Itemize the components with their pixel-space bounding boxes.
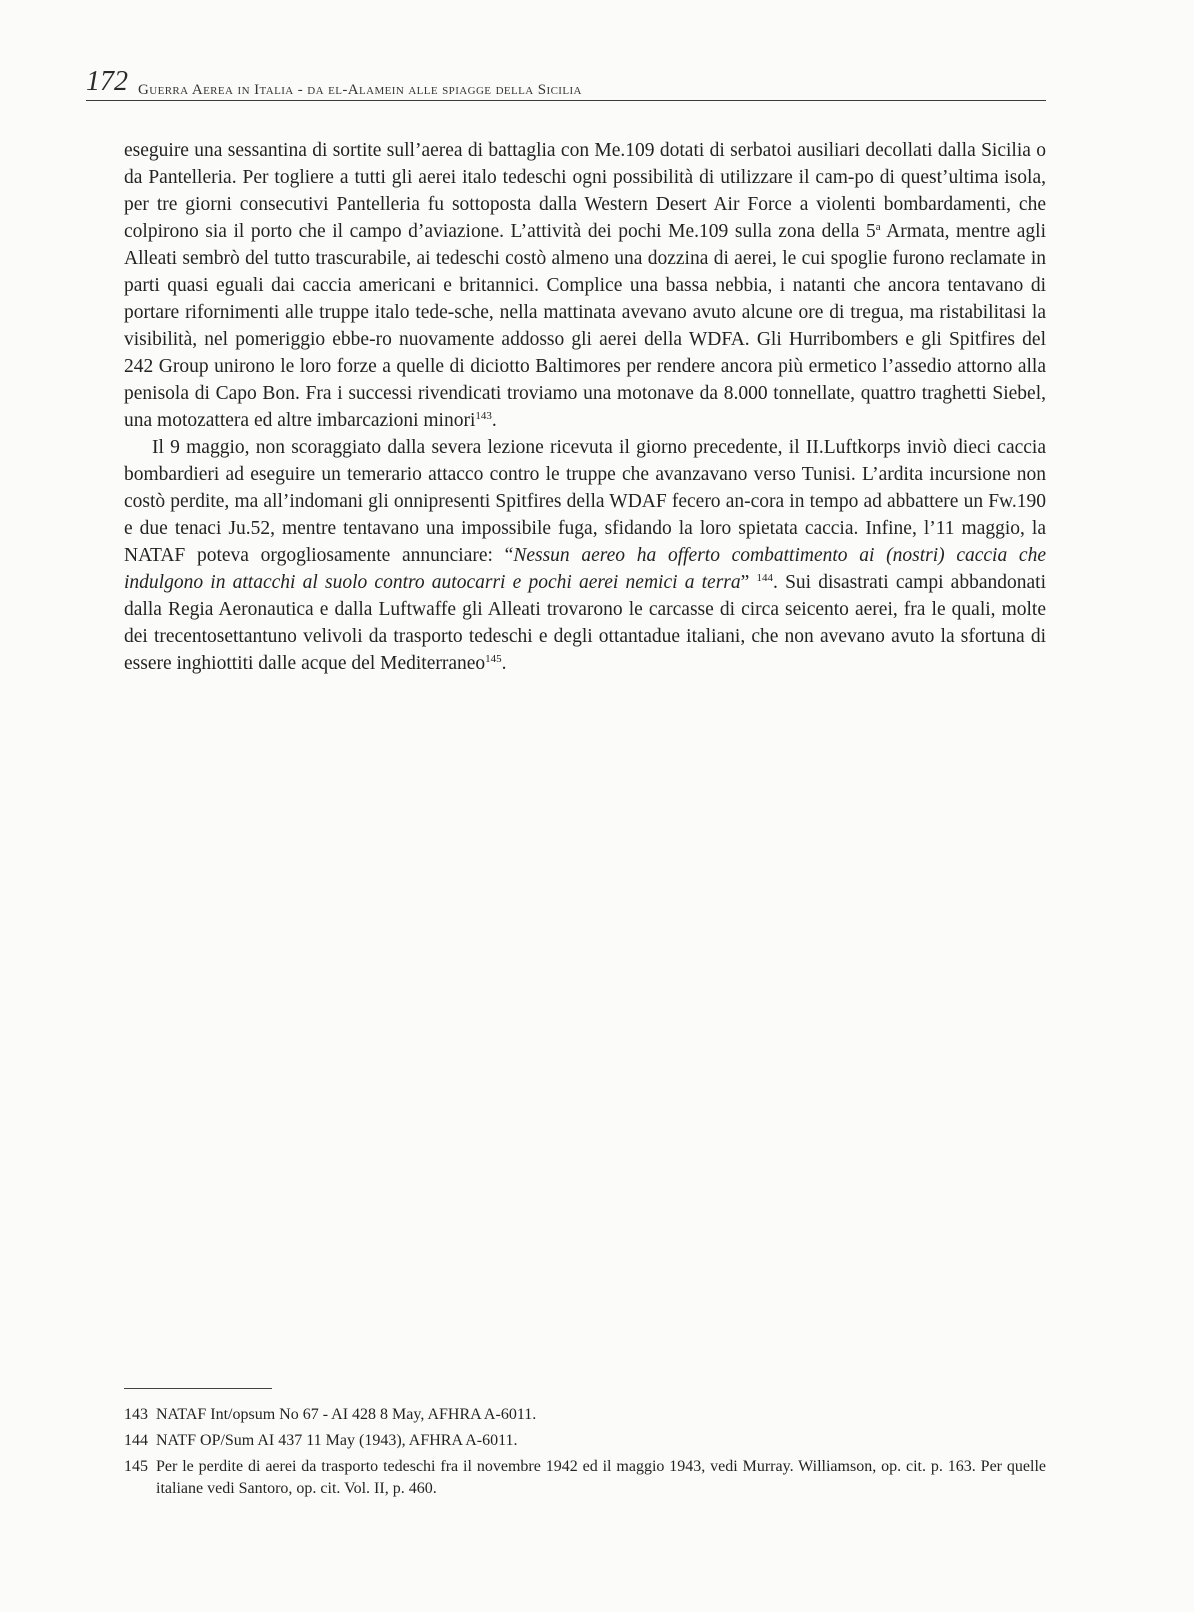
footnote-ref-144[interactable]: 144 [756, 572, 773, 584]
footnote-143 [124, 1404, 1046, 1426]
footnote-number: 143 [124, 1406, 148, 1423]
paragraph-1-text-c: . [491, 410, 497, 431]
quotation-italic: Nessun aereo ha offerto combattimento ai (nostri) caccia che indulgono in attacchi al suolo contro autocarri e pochi aerei nemici a terra [124, 545, 1046, 593]
footnotes [124, 1404, 1046, 1504]
footnote-number: 145 [124, 1458, 148, 1475]
footnote-ref-145[interactable]: 145 [485, 653, 502, 665]
page-header [86, 66, 1046, 101]
paragraph-1 [124, 137, 1046, 434]
footnote-144 [124, 1430, 1046, 1452]
paragraph-2-text-d: . [501, 653, 507, 674]
footnote-number: 144 [124, 1432, 148, 1449]
paragraph-2-text-a: Il 9 maggio, non scoraggiato dalla severa lezione ricevuta il giorno precedente, il II.Luftkorps inviò dieci caccia bombardieri ad eseguire un temerario attacco contro le truppe che avanzavano verso Tunisi. L’ardita incursione non costò perdite, ma all’indomani gli onnipresenti Spitfires della WDAF fecero an-cora in tempo ad abbattere un Fw.190 e due tenaci Ju.52, mentre tentavano una impossibile fuga, sfidando la loro spietata caccia. Infine, l’11 maggio, la NATAF poteva orgogliosamente annunciare: “ [124, 437, 1046, 566]
footnote-ref-143[interactable]: 143 [475, 410, 492, 422]
paragraph-2 [124, 434, 1046, 677]
paragraph-1-text-a: eseguire una sessantina di sortite sull’aerea di battaglia con Me.109 dotati di serbatoi ausiliari decollati dalla Sicilia o da Pantelleria. Per togliere a tutti gli aerei italo tedeschi ogni possibilità di utilizzare il cam-po di quest’ultima isola, per tre giorni consecutivi Pantelleria fu sottoposta dalla Western Desert Air Force a violenti bombardamenti, che colpirono sia il porto che il campo d’aviazione. L’attività dei pochi Me.109 sulla zona della 5 [124, 140, 1046, 242]
paragraph-2-text-b: ” [740, 572, 757, 593]
page-number: 172 [86, 66, 128, 97]
paragraph-2-text-c: . Sui disastrati campi abbandonati dalla Regia Aeronautica e dalla Luftwaffe gli Alleati trovarono le carcasse di circa seicento aerei, fra le quali, molte dei trecentosettantuno velivoli da trasporto tedeschi e degli ottantadue italiani, che non avevano avuto la sfortuna di essere inghiottiti dalle acque del Mediterraneo [124, 572, 1046, 674]
footnote-145 [124, 1456, 1046, 1500]
footnote-text: NATF OP/Sum AI 437 11 May (1943), AFHRA A-6011. [156, 1432, 518, 1449]
body-text [124, 137, 1046, 677]
running-title: Guerra Aerea in Italia - da el-Alamein alle spiagge della Sicilia [138, 82, 582, 98]
footnote-divider [124, 1388, 272, 1389]
ordinal-superscript: a [875, 221, 881, 233]
paragraph-1-text-b: Armata, mentre agli Alleati sembrò del tutto trascurabile, ai tedeschi costò almeno una dozzina di aerei, le cui spoglie furono reclamate in parti quasi eguali dai caccia americani e britannici. Complice una bassa nebbia, i natanti che ancora tentavano di portare rifornimenti alle truppe italo tede-sche, nella mattinata avevano avuto alcune ore di tregua, ma ristabilitasi la visibilità, nel pomeriggio ebbe-ro nuovamente addosso gli aerei della WDFA. Gli Hurribombers e gli Spitfires del 242 Group unirono le loro forze a quelle di diciotto Baltimores per rendere ancora più ermetico l’assedio attorno alla penisola di Capo Bon. Fra i successi rivendicati troviamo una motonave da 8.000 tonnellate, quattro traghetti Siebel, una motozattera ed altre imbarcazioni minori [124, 221, 1046, 431]
footnote-text: NATAF Int/opsum No 67 - AI 428 8 May, AFHRA A-6011. [156, 1406, 537, 1423]
footnote-text: Per le perdite di aerei da trasporto tedeschi fra il novembre 1942 ed il maggio 1943, vedi Murray. Williamson, op. cit. p. 163. Per quelle italiane vedi Santoro, op. cit. Vol. II, p. 460. [156, 1458, 1046, 1497]
